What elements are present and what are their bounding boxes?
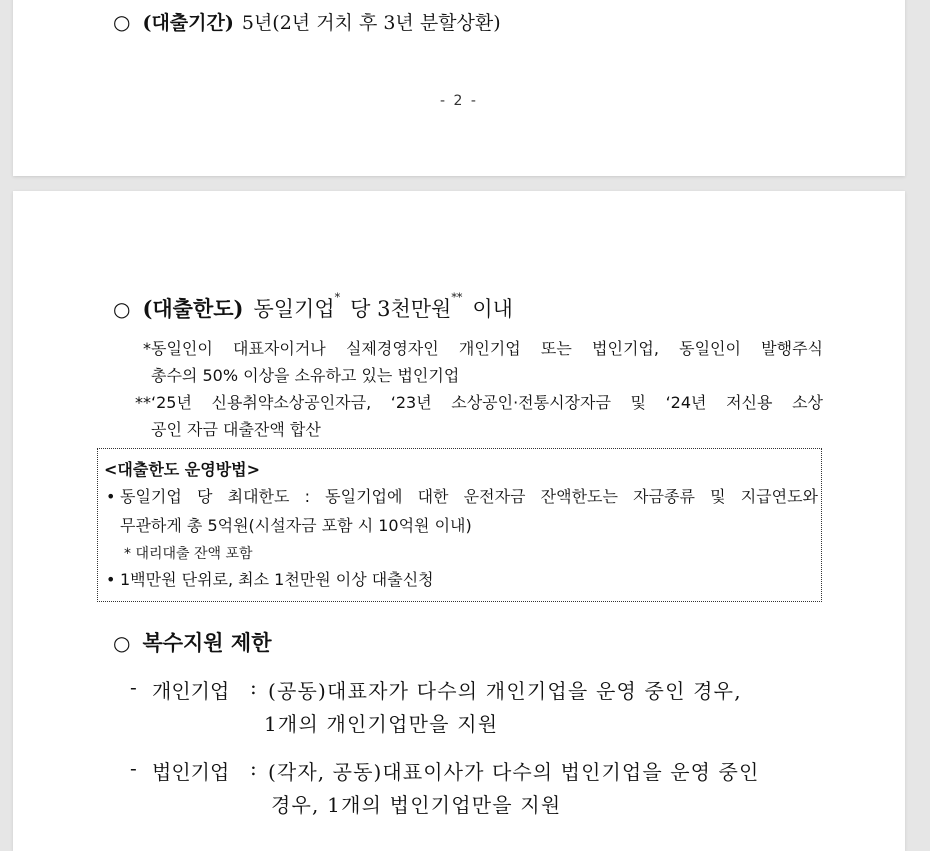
circle-bullet-icon: ○ (113, 297, 131, 321)
bullet-dot-icon: • (106, 570, 116, 589)
footnote-loan-balance (133, 389, 833, 443)
row-colon: : (250, 675, 257, 699)
row-text-line: 1개의 개인기업만을 지원 (264, 712, 499, 736)
row-label: 법인기업 (152, 760, 230, 784)
multiple-support-heading-line (113, 627, 271, 657)
loan-period-line (113, 8, 501, 35)
row-text-line: (각자, 공동)대표이사가 다수의 법인기업을 운영 중인 (268, 760, 760, 784)
loan-limit-heading: (대출한도) (142, 296, 244, 321)
row-colon: : (250, 756, 257, 780)
footnote-line: 총수의 50% 이상을 소유하고 있는 법인기업 (151, 366, 460, 385)
dash-bullet: - (130, 756, 137, 780)
loan-limit-text-b: 당 3천만원 (350, 297, 452, 321)
page-number: - 2 - (440, 93, 478, 109)
multiple-support-heading: 복수지원 제한 (142, 630, 272, 655)
loan-limit-text-a: 동일기업 (253, 297, 335, 321)
circle-bullet-icon: ○ (113, 10, 131, 34)
box-title: <대출한도 운영방법> (104, 460, 261, 479)
document-page-2 (13, 191, 905, 851)
row-text-line: (공동)대표자가 다수의 개인기업을 운영 중인 경우, (268, 679, 742, 703)
individual-company-row (130, 675, 830, 735)
box-item-line: 1백만원 단위로, 최소 1천만원 이상 대출신청 (120, 570, 434, 589)
loan-limit-line (113, 293, 513, 323)
footnote-line: ‘25년 신용취약소상공인자금, ‘23년 소상공인·전통시장자금 및 ‘24년 저신용 소상 (151, 393, 823, 412)
box-item-unit (106, 565, 818, 594)
footnote-same-company (133, 335, 833, 389)
loan-period-text: 5년(2년 거치 후 3년 분할상환) (241, 12, 501, 34)
box-item-line: 동일기업 당 최대한도 : 동일기업에 대한 운전자금 잔액한도는 자금종류 및 지급연도와 (120, 487, 818, 506)
footnote-mark: ** (135, 393, 151, 412)
loan-limit-operation-box (97, 448, 822, 602)
footnote-mark: * (334, 291, 341, 304)
bullet-dot-icon: • (106, 487, 116, 506)
dash-bullet: - (130, 675, 137, 699)
row-label: 개인기업 (152, 679, 230, 703)
circle-bullet-icon: ○ (113, 631, 131, 655)
row-text-line: 경우, 1개의 법인기업만을 지원 (271, 793, 562, 817)
footnote-line: 공인 자금 대출잔액 합산 (151, 420, 321, 439)
footnote-mark: * (143, 339, 151, 358)
document-page-1 (13, 0, 905, 176)
box-item-max-limit (106, 482, 818, 540)
footnote-mark: ** (451, 291, 463, 304)
loan-period-heading: (대출기간) (142, 12, 234, 34)
footnote-line: 동일인이 대표자이거나 실제경영자인 개인기업 또는 법인기업, 동일인이 발행주식 (151, 339, 823, 358)
corporate-company-row (130, 756, 840, 816)
loan-limit-text-c: 이내 (472, 297, 513, 321)
box-item-note: * 대리대출 잔액 포함 (124, 546, 253, 562)
box-item-line: 무관하게 총 5억원(시설자금 포함 시 10억원 이내) (120, 516, 472, 535)
